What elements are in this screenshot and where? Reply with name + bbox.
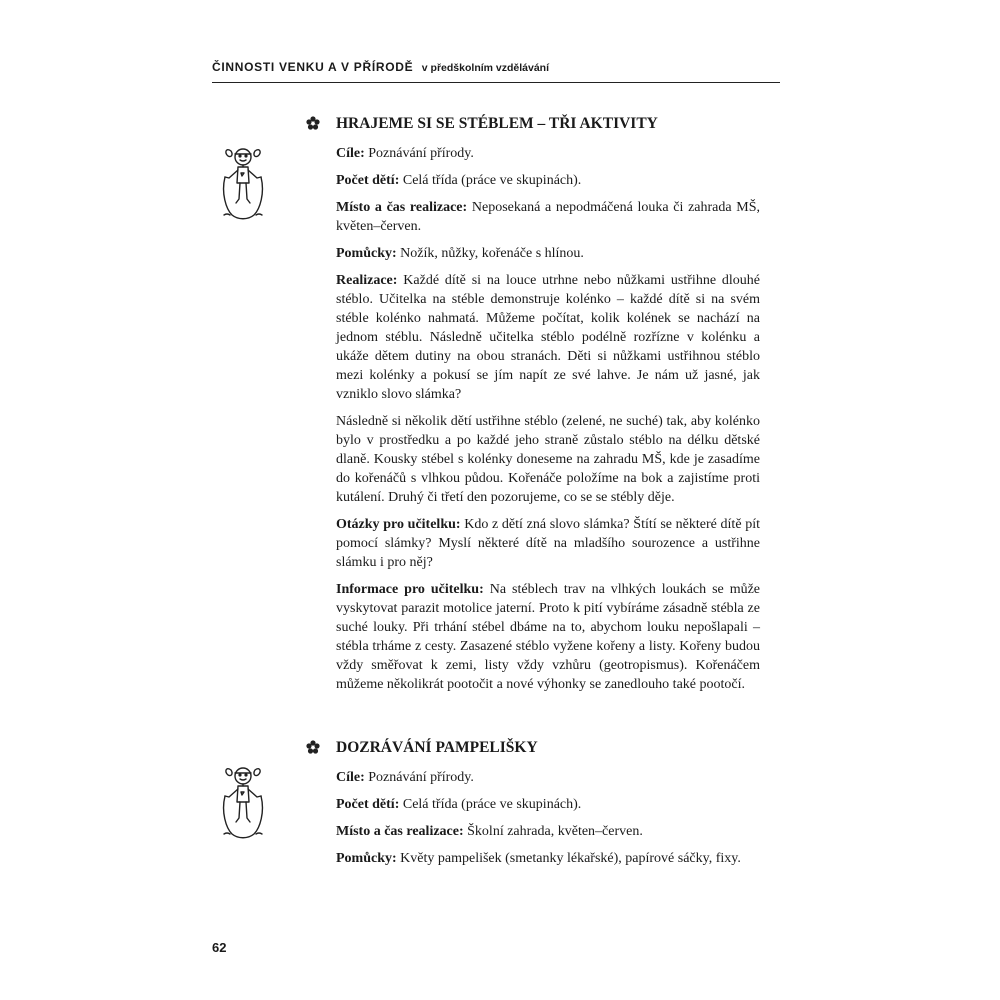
paragraph-label: Cíle: bbox=[336, 146, 365, 161]
paragraph-label: Otázky pro učitelku: bbox=[336, 517, 461, 532]
paragraph-label: Pomůcky: bbox=[336, 246, 397, 261]
section-title bbox=[336, 737, 760, 759]
paragraph-text: Celá třída (práce ve skupinách). bbox=[402, 173, 582, 188]
paragraph-teacher-questions bbox=[336, 515, 760, 572]
paragraph-goals bbox=[336, 144, 760, 163]
section-title bbox=[336, 113, 760, 135]
paragraph-materials bbox=[336, 244, 760, 263]
header-title: ČINNOSTI VENKU A V PŘÍRODĚ bbox=[212, 60, 414, 74]
paragraph-text: Školní zahrada, květen–červen. bbox=[467, 824, 643, 839]
paragraph-text: Kdo z dětí zná slovo slámka? Štítí se některé dítě pít pomocí slámky? Myslí některé dítě na mladšího sourozence a ustřihne slámku i pro něj? bbox=[336, 517, 760, 570]
paragraph-text: Následně si několik dětí ustřihne stéblo (zelené, ne suché) tak, aby kolénko bylo v prostředku a po každé jeho straně zůstalo stéblo na délku dětské dlaně. Kousky stébel s kolénky doneseme na zahradu MŠ, kde je zasadíme do kořenáčů s vlhkou půdou. Kořenáče položíme na bok a zajistíme proti kutálení. Druhý či třetí den pozorujeme, co se se stébly děje. bbox=[336, 414, 760, 505]
paragraph-children-count bbox=[336, 795, 760, 814]
paragraph-realization bbox=[336, 271, 760, 404]
paragraph-realization-continued bbox=[336, 412, 760, 507]
paragraph-text: Celá třída (práce ve skupinách). bbox=[402, 797, 582, 812]
paragraph-label: Pomůcky: bbox=[336, 851, 397, 866]
paragraph-text: Na stéblech trav na vlhkých loukách se může vyskytovat parazit motolice jaterní. Proto k pití vybíráme zásadně stébla ze suché louky. Při trhání stébel dbáme na to, abychom louku nepošlapali – stébla trháme z cesty. Zasazené stéblo vyžene kořeny a listy. Kořeny budou vždy směřovat k zemi, listy vždy vzhůru (geotropismus). Kořenáčem můžeme několikrát pootočit a nové výhonky se zanedlouho také pootočí. bbox=[336, 582, 761, 692]
header-subtitle: v předškolním vzdělávání bbox=[421, 62, 550, 74]
paragraph-label: Místo a čas realizace: bbox=[336, 200, 468, 215]
activity-section-dandelion bbox=[336, 737, 760, 876]
paragraph-place-time bbox=[336, 822, 760, 841]
section-title-text: DOZRÁVÁNÍ PAMPELIŠKY bbox=[336, 739, 538, 756]
paragraph-text: Poznávání přírody. bbox=[368, 770, 474, 785]
running-header bbox=[212, 58, 780, 83]
paragraph-text: Každé dítě si na louce utrhne nebo nůžkami ustřihne dlouhé stéblo. Učitelka na stéble demonstruje kolénko – každé dítě si na svém stéble kolénko nahmatá. Můžeme počítat, kolik kolének se nachází na jednom stéblu. Následně učitelka stéblo podélně rozřízne v kolénku a ukáže dětem dutiny na obou stranách. Děti si nůžkami ustřihnou stéblo mezi kolénky a pokusí se jím napít ze své lahve. Je nám už jasné, jak vzniklo slovo slámka? bbox=[336, 273, 760, 402]
flower-bullet-icon bbox=[306, 116, 320, 130]
paragraph-text: Nožík, nůžky, kořenáče s hlínou. bbox=[400, 246, 584, 261]
girl-jump-rope-icon bbox=[218, 143, 268, 223]
activity-section-straw bbox=[336, 113, 760, 702]
paragraph-text: Neposekaná a nepodmáčená louka či zahrada MŠ, květen–červen. bbox=[336, 200, 761, 234]
paragraph-label: Místo a čas realizace: bbox=[336, 824, 464, 839]
paragraph-children-count bbox=[336, 171, 760, 190]
page-number: 62 bbox=[212, 940, 227, 955]
paragraph-text: Květy pampelišek (smetanky lékařské), papírové sáčky, fixy. bbox=[400, 851, 741, 866]
paragraph-place-time bbox=[336, 198, 760, 236]
flower-bullet-icon bbox=[306, 740, 320, 754]
paragraph-goals bbox=[336, 768, 760, 787]
paragraph-label: Cíle: bbox=[336, 770, 365, 785]
paragraph-teacher-info bbox=[336, 580, 760, 694]
girl-jump-rope-icon bbox=[218, 762, 268, 842]
section-title-text: HRAJEME SI SE STÉBLEM – TŘI AKTIVITY bbox=[336, 115, 658, 132]
paragraph-text: Poznávání přírody. bbox=[368, 146, 474, 161]
paragraph-materials bbox=[336, 849, 760, 868]
paragraph-label: Realizace: bbox=[336, 273, 398, 288]
paragraph-label: Počet dětí: bbox=[336, 173, 400, 188]
paragraph-label: Informace pro učitelku: bbox=[336, 582, 484, 597]
paragraph-label: Počet dětí: bbox=[336, 797, 400, 812]
